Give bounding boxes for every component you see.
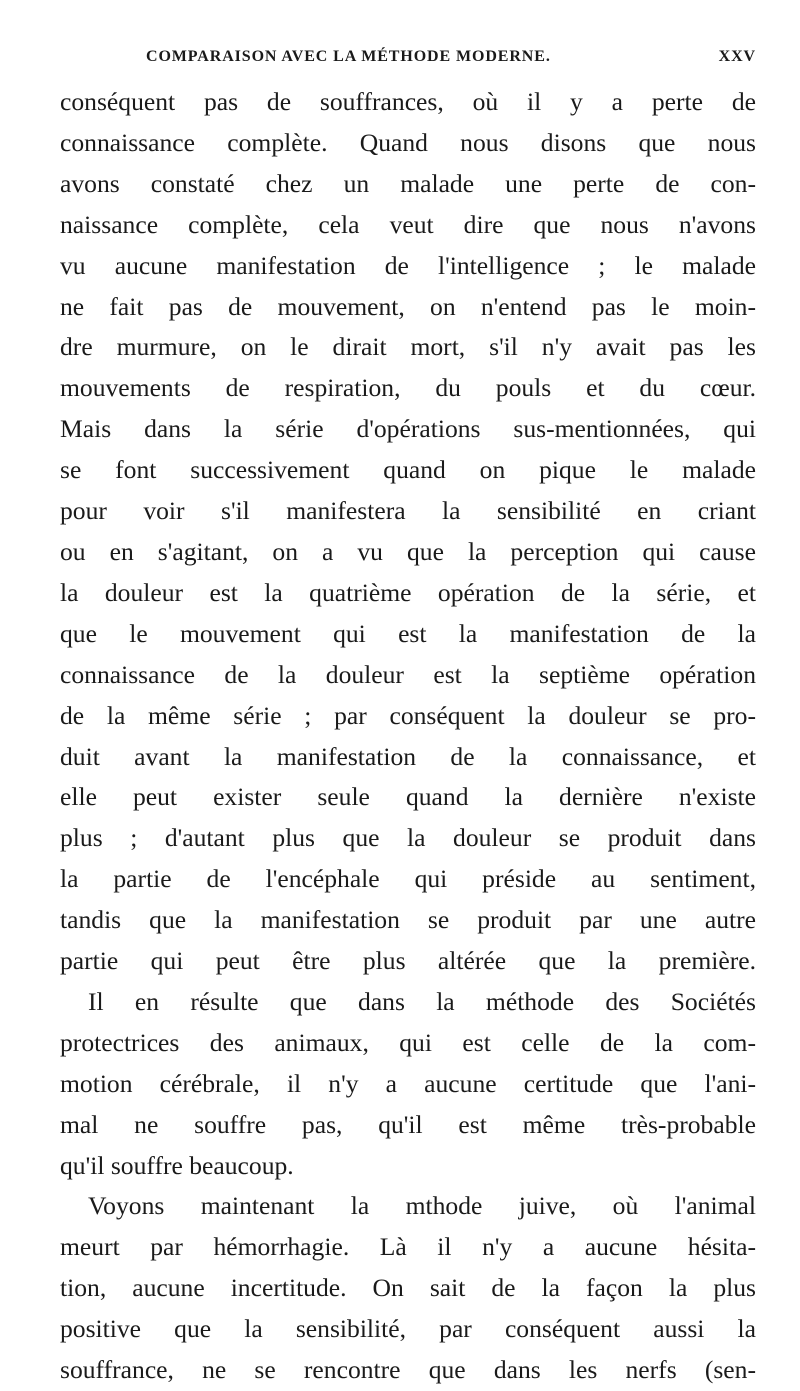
- text-line: positive que la sensibilité, par conséquent aussi la: [60, 1314, 756, 1344]
- text-line: de la même série ; par conséquent la douleur se pro-: [60, 700, 756, 730]
- text-line: se font successivement quand on pique le malade: [60, 455, 756, 485]
- text-line: mal ne souffre pas, qu'il est même très-probable: [60, 1109, 756, 1139]
- text-line: qu'il souffre beaucoup.: [60, 1150, 294, 1180]
- text-line: ne fait pas de mouvement, on n'entend pas le moin-: [60, 291, 756, 321]
- text-line: connaissance complète. Quand nous disons que nous: [60, 127, 756, 157]
- text-line: tion, aucune incertitude. On sait de la façon la plus: [60, 1273, 756, 1303]
- text-line: la douleur est la quatrième opération de la série, et: [60, 577, 756, 607]
- running-head-title: COMPARAISON AVEC LA MÉTHODE MODERNE.: [146, 48, 551, 65]
- text-line: ou en s'agitant, on a vu que la perception qui cause: [60, 536, 756, 566]
- text-line: dre murmure, on le dirait mort, s'il n'y avait pas les: [60, 332, 756, 362]
- text-line: duit avant la manifestation de la connaissance, et: [60, 741, 756, 771]
- text-line: vu aucune manifestation de l'intelligence ; le malade: [60, 250, 756, 280]
- text-line: Il en résulte que dans la méthode des Sociétés: [88, 986, 756, 1016]
- text-line: que le mouvement qui est la manifestation de la: [60, 618, 756, 648]
- text-line: tandis que la manifestation se produit par une autre: [60, 905, 756, 935]
- text-line: la partie de l'encéphale qui préside au sentiment,: [60, 864, 756, 894]
- text-line: partie qui peut être plus altérée que la première.: [60, 946, 756, 976]
- text-line: elle peut exister seule quand la dernière n'existe: [60, 782, 756, 812]
- text-line: Mais dans la série d'opérations sus-mentionnées, qui: [60, 414, 756, 444]
- text-line: naissance complète, cela veut dire que nous n'avons: [60, 209, 756, 239]
- text-line: connaissance de la douleur est la septième opération: [60, 659, 756, 689]
- text-line: plus ; d'autant plus que la douleur se produit dans: [60, 823, 756, 853]
- page-number: XXV: [718, 48, 756, 65]
- text-line: mouvements de respiration, du pouls et du cœur.: [60, 373, 756, 403]
- text-line: conséquent pas de souffrances, où il y a perte de: [60, 87, 756, 116]
- text-line: pour voir s'il manifestera la sensibilité en criant: [60, 496, 756, 526]
- text-line: motion cérébrale, il n'y a aucune certitude que l'ani-: [60, 1068, 756, 1098]
- text-line: souffrance, ne se rencontre que dans les nerfs (sen-: [60, 1355, 756, 1385]
- text-line: Voyons maintenant la mthode juive, où l'animal: [88, 1191, 756, 1221]
- text-line: avons constaté chez un malade une perte de con-: [60, 168, 756, 198]
- text-line: meurt par hémorrhagie. Là il n'y a aucune hésita-: [60, 1232, 756, 1262]
- text-line: protectrices des animaux, qui est celle de la com-: [60, 1027, 756, 1057]
- running-head: [60, 48, 756, 74]
- book-page: [60, 48, 756, 1391]
- body-text: [60, 82, 756, 1391]
